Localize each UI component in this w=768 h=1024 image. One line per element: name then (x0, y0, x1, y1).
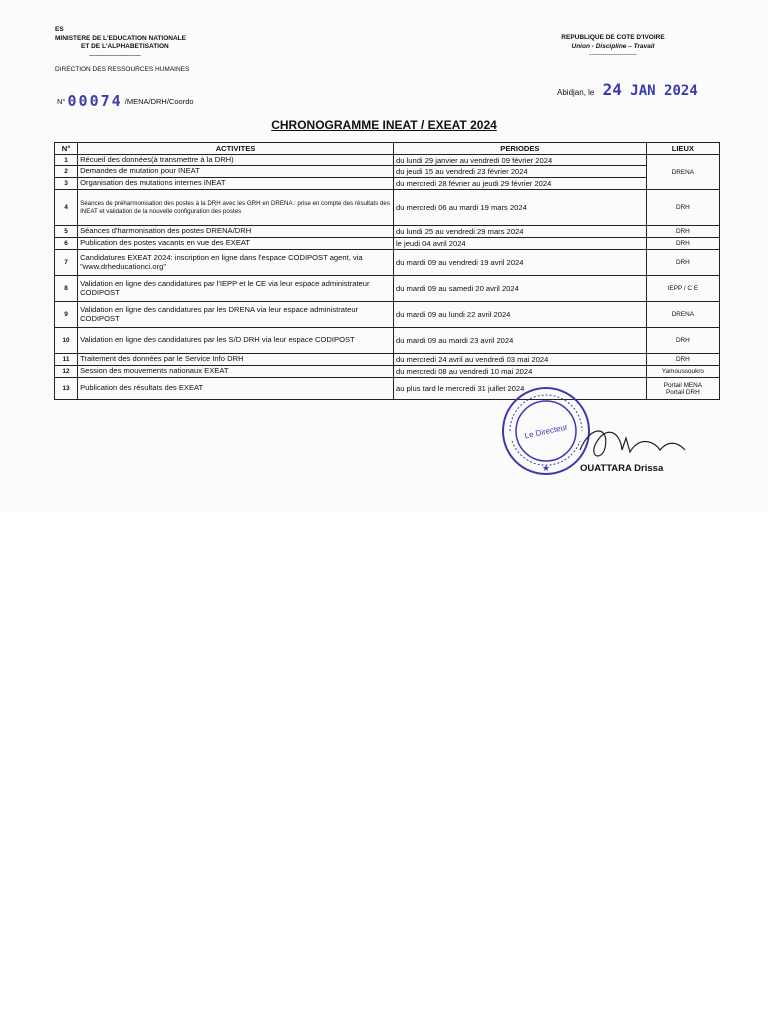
row-period: du lundi 25 au vendredi 29 mars 2024 (394, 226, 647, 238)
reference-number (57, 92, 194, 110)
row-activity: Candidatures EXEAT 2024: inscription en ligne dans l'espace CODIPOST agent, via "www.drheducationci.org" (78, 250, 394, 276)
row-number: 4 (55, 190, 78, 226)
table-header-row (55, 143, 720, 155)
table-row (55, 250, 720, 276)
row-period: du mercredi 28 février au jeudi 29 février 2024 (394, 178, 647, 190)
reference-suffix: /MENA/DRH/Coordo (124, 97, 194, 106)
date-stamp (602, 80, 698, 99)
row-activity: Publication des postes vacants en vue des EXEAT (78, 238, 394, 250)
row-number: 5 (55, 226, 78, 238)
date-day: 24 (602, 80, 622, 99)
date-month: JAN (630, 83, 656, 99)
row-place: DRH (646, 190, 719, 226)
ministry-line-1: MINISTERE DE L'EDUCATION NATIONALE (55, 34, 186, 42)
row-activity: Demandes de mutation pour INEAT (78, 166, 394, 178)
row-activity: Séances d'harmonisation des postes DRENA/DRH (78, 226, 394, 238)
row-period: du mercredi 08 au vendredi 10 mai 2024 (394, 366, 647, 378)
header-number: N° (55, 143, 78, 155)
row-place: DRH (646, 238, 719, 250)
row-number: 8 (55, 276, 78, 302)
republic-label: REPUBLIQUE DE COTE D'IVOIRE (561, 34, 665, 41)
row-period: du mardi 09 au lundi 22 avril 2024 (394, 302, 647, 328)
header-places: LIEUX (646, 143, 719, 155)
table-row (55, 178, 720, 190)
ministry-line-2: ET DE L'ALPHABETISATION (81, 43, 169, 51)
row-number: 9 (55, 302, 78, 328)
date-place: Abidjan, le (557, 88, 595, 97)
row-period: du mardi 09 au mardi 23 avril 2024 (394, 328, 647, 354)
row-period: du mercredi 24 avril au vendredi 03 mai 2024 (394, 354, 647, 366)
row-period: du mardi 09 au vendredi 19 avril 2024 (394, 250, 647, 276)
row-activity: Validation en ligne des candidatures par les S/D DRH via leur espace CODIPOST (78, 328, 394, 354)
row-activity: Validation en ligne des candidatures par l'IEPP et le CE via leur espace administrateur CODIPOST (78, 276, 394, 302)
schedule-table (54, 142, 720, 400)
row-period: le jeudi 04 avril 2024 (394, 238, 647, 250)
row-activity: Séances de préharmonisation des postes à la DRH avec les GRH en DRENA : prise en compte des résultats des INEAT et validation de la nouvelle configuration des postes (78, 190, 394, 226)
row-number: 6 (55, 238, 78, 250)
table-row (55, 354, 720, 366)
table-row (55, 190, 720, 226)
row-period: du lundi 29 janvier au vendredi 09 février 2024 (394, 155, 647, 166)
table-row (55, 302, 720, 328)
table-row (55, 155, 720, 166)
table-row (55, 226, 720, 238)
row-activity: Validation en ligne des candidatures par les DRENA via leur espace administrateur CODIPOST (78, 302, 394, 328)
seal-text: Le Directeur (523, 422, 569, 441)
row-number: 13 (55, 378, 78, 400)
row-number: 7 (55, 250, 78, 276)
row-place: DRH (646, 250, 719, 276)
row-place: IEPP / C E (646, 276, 719, 302)
place-line-1: Portail MENA (663, 381, 703, 389)
header-activities: ACTIVITES (78, 143, 394, 155)
row-number: 3 (55, 178, 78, 190)
row-period: du jeudi 15 au vendredi 23 février 2024 (394, 166, 647, 178)
header-periods: PERIODES (394, 143, 647, 155)
row-activity: Traitement des données par le Service Info DRH (78, 354, 394, 366)
row-place: DRH (646, 226, 719, 238)
row-number: 12 (55, 366, 78, 378)
row-place: Yamoussoukro (646, 366, 719, 378)
row-activity: Organisation des mutations internes INEAT (78, 178, 394, 190)
es-label: ES (55, 26, 64, 33)
title-text: CHRONOGRAMME INEAT / EXEAT 2024 (271, 118, 497, 132)
table-row (55, 378, 720, 400)
signature-icon (560, 420, 690, 466)
row-number: 11 (55, 354, 78, 366)
table-row (55, 166, 720, 178)
date-line (557, 80, 698, 99)
reference-stamp-number: 00074 (67, 92, 123, 110)
place-line-2: Portail DRH (666, 388, 700, 396)
row-place (646, 378, 719, 400)
row-activity: Récueil des données(à transmettre à la DRH) (78, 155, 394, 166)
table-row (55, 366, 720, 378)
row-place: DRENA (646, 302, 719, 328)
svg-text:★: ★ (541, 463, 551, 473)
row-number: 1 (55, 155, 78, 166)
motto: Union - Discipline – Travail (571, 42, 655, 50)
republic-header (548, 34, 678, 60)
table-row (55, 328, 720, 354)
republic-separator: ---------------------- (589, 51, 637, 59)
header-separator: ------------------------------- (89, 51, 141, 59)
row-activity: Session des mouvements nationaux EXEAT (78, 366, 394, 378)
ministry-header (55, 26, 189, 75)
table-row (55, 276, 720, 302)
row-number: 10 (55, 328, 78, 354)
row-period: du mardi 09 au samedi 20 avril 2024 (394, 276, 647, 302)
row-number: 2 (55, 166, 78, 178)
document-title (0, 118, 768, 132)
date-year: 2024 (664, 83, 698, 99)
row-place: DRENA (646, 155, 719, 190)
direction-label: DIRECTION DES RESSOURCES HUMAINES (55, 66, 190, 74)
table-row (55, 238, 720, 250)
row-place: DRH (646, 328, 719, 354)
row-period: au plus tard le mercredi 31 juillet 2024 (394, 378, 647, 400)
row-period: du mercredi 06 au mardi 19 mars 2024 (394, 190, 647, 226)
row-activity: Publication des résultats des EXEAT (78, 378, 394, 400)
reference-prefix: N° (57, 97, 66, 106)
signatory-name: OUATTARA Drissa (580, 463, 664, 474)
row-place: DRH (646, 354, 719, 366)
